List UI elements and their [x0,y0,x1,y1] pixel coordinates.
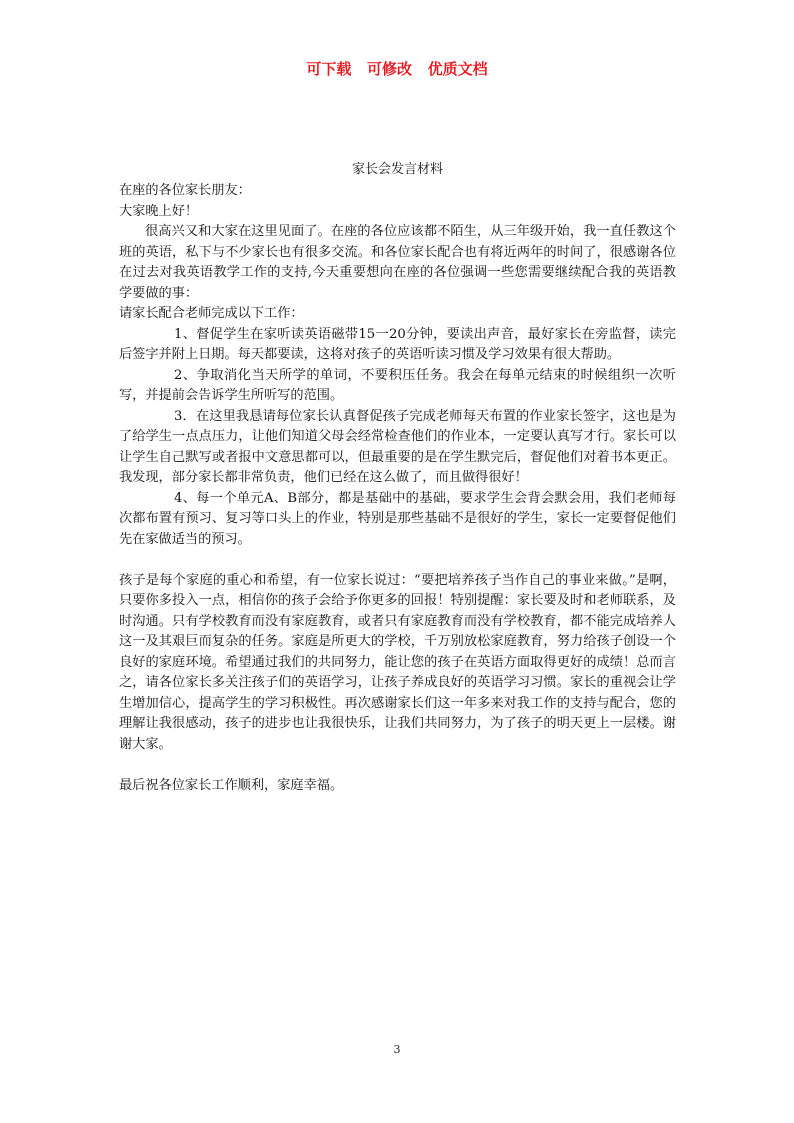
document-title: 家长会发言材料 [351,162,443,177]
list-item: 2、争取消化当天所学的单词，不要积压任务。我会在每单元结束的时候组织一次听写，并提前会告诉学生所听写的范围。 [119,367,676,403]
salutation: 在座的各位家长朋友： [119,183,251,198]
download-banner: 可下载 可修改 优质文档 [306,60,488,78]
page-number: 3 [393,1043,401,1056]
document-body [119,160,676,796]
closing-paragraph: 最后祝各位家长工作顺利，家庭幸福。 [119,777,344,793]
paragraph-spacer [119,550,676,571]
list-item: 1、督促学生在家听读英语磁带15一20分钟，要读出声音，最好家长在旁监督，读完后签字并附上日期。每天都要读，这将对孩子的英语听读习惯及学习效果有很大帮助。 [119,326,676,362]
body-paragraph: 孩子是每个家庭的重心和希望，有一位家长说过：“要把培养孩子当作自己的事业来做。”是啊，只要你多投入一点，相信你的孩子会给予你更多的回报！特别提醒：家长要及时和老师联系，及时沟通。只有学校教育而没有家庭教育，或者只有家庭教育而没有学校教育，都不能完成培养人这一及其艰巨而复杂的任务。家庭是所更大的学校，千万别放松家庭教育，努力给孩子创设一个良好的家庭环境。希望通过我们的共同努力，能让您的孩子在英语方面取得更好的成绩！总而言之，请各位家长多关注孩子们的英语学习，让孩子养成良好的英语学习习惯。家长的重视会让学生增加信心，提高学生的学习积极性。再次感谢家长们这一年多来对我工作的支持与配合，您的理解让我很感动，孩子的进步也让我很快乐，让我们共同努力，为了孩子的明天更上一层楼。谢谢大家。 [119,572,676,752]
greeting: 大家晚上好！ [119,203,199,219]
list-item: 4、每一个单元A、B部分，都是基础中的基础，要求学生会背会默会用，我们老师每次都布置有预习、复习等口头上的作业，特别是那些基础不是很好的学生，家长一定要督促他们先在家做适当的预习。 [119,490,676,547]
list-item: 3．在这里我恳请每位家长认真督促孩子完成老师每天布置的作业家长签字，这也是为了给学生一点点压力，让他们知道父母会经常检查他们的作业本，一定要认真写才行。家长可以让学生自己默写或者报中文意思都可以，但最重要的是在学生默完后，督促他们对着书本更正。我发现，部分家长都非常负责，他们已经在这么做了，而且做得很好！ [119,408,676,485]
intro-paragraph: 很高兴又和大家在这里见面了。在座的各位应该都不陌生，从三年级开始，我一直任教这个班的英语，私下与不少家长也有很多交流。和各位家长配合也有将近两年的时间了，很感谢各位在过去对我英语教学工作的支持,今天重要想向在座的各位强调一些您需要继续配合我的英语教学要做的事： [119,224,676,301]
list-heading: 请家长配合老师完成以下工作： [119,306,304,321]
paragraph-spacer [119,755,676,776]
